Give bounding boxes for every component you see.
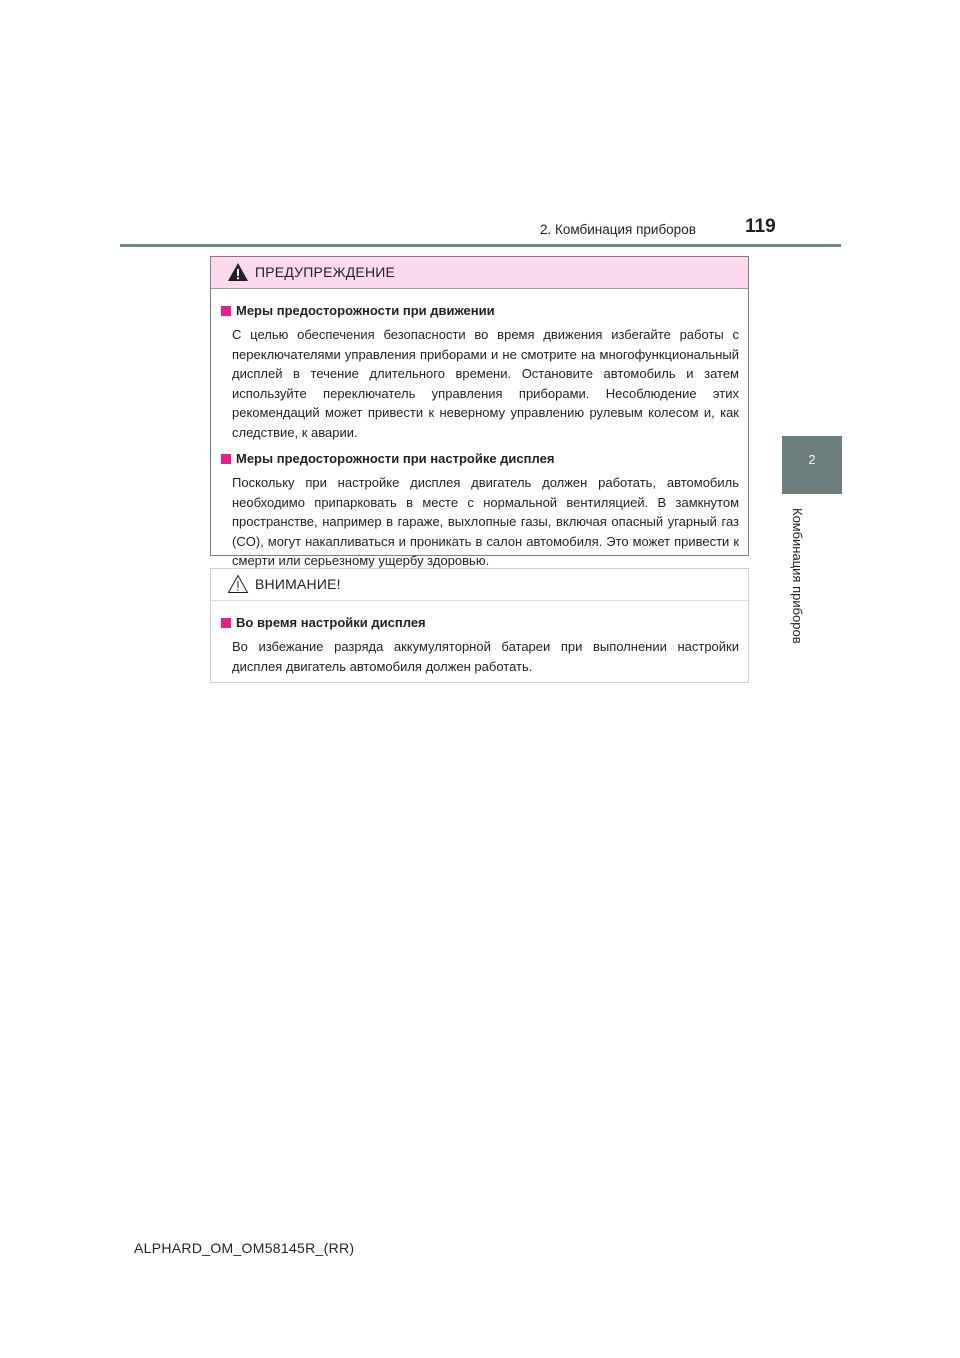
page-number: 119	[745, 216, 776, 237]
warning-box-header	[211, 257, 748, 289]
caution-heading: ВНИМАНИЕ!	[255, 576, 341, 592]
chapter-tab-number: 2	[808, 452, 816, 467]
warning-content	[211, 289, 748, 571]
warning-item-title	[221, 450, 739, 468]
caution-item-body: Во избежание разряда аккумуляторной батареи при выполнении настройки дисплея двигатель автомобиля должен работать.	[232, 639, 739, 674]
caution-item-title-text: Во время настройки дисплея	[236, 615, 426, 630]
warning-triangle-icon	[227, 262, 249, 282]
warning-item-body: С целью обеспечения безопасности во время движения избегайте работы с переключателями управления приборами и не смотрите на многофункциональный дисплей в течение длительного времени. Остановите автомобиль и затем используйте переключатель управления приборами. Несоблюдение этих рекомендаций может привести к неверному управлению рулевым колесом и, как следствие, к аварии.	[232, 327, 739, 440]
warning-item-title-text: Меры предосторожности при движении	[236, 303, 495, 318]
square-bullet-icon	[221, 618, 231, 628]
caution-box	[210, 568, 749, 683]
square-bullet-icon	[221, 306, 231, 316]
chapter-side-title: Комбинация приборов	[790, 508, 805, 644]
warning-heading: ПРЕДУПРЕЖДЕНИЕ	[255, 264, 396, 280]
caution-content	[211, 601, 748, 676]
caution-triangle-icon	[227, 574, 249, 594]
warning-item-title-text: Меры предосторожности при настройке дисплея	[236, 451, 555, 466]
warning-item-body: Поскольку при настройке дисплея двигатель должен работать, автомобиль необходимо припарковать в месте с нормальной вентиляцией. В замкнутом пространстве, например в гараже, выхлопные газы, включая опасный угарный газ (CO), могут накапливаться и проникать в салон автомобиля. Это может привести к смерти или серьезному ущербу здоровью.	[232, 475, 739, 568]
warning-box	[210, 256, 749, 568]
chapter-title: 2. Комбинация приборов	[540, 222, 696, 237]
chapter-tab	[782, 436, 842, 494]
caution-item-title	[221, 614, 739, 632]
caution-box-header	[211, 569, 748, 601]
warning-item-title	[221, 302, 739, 320]
header-divider	[120, 244, 841, 247]
square-bullet-icon	[221, 454, 231, 464]
document-code: ALPHARD_OM_OM58145R_(RR)	[134, 1240, 355, 1256]
